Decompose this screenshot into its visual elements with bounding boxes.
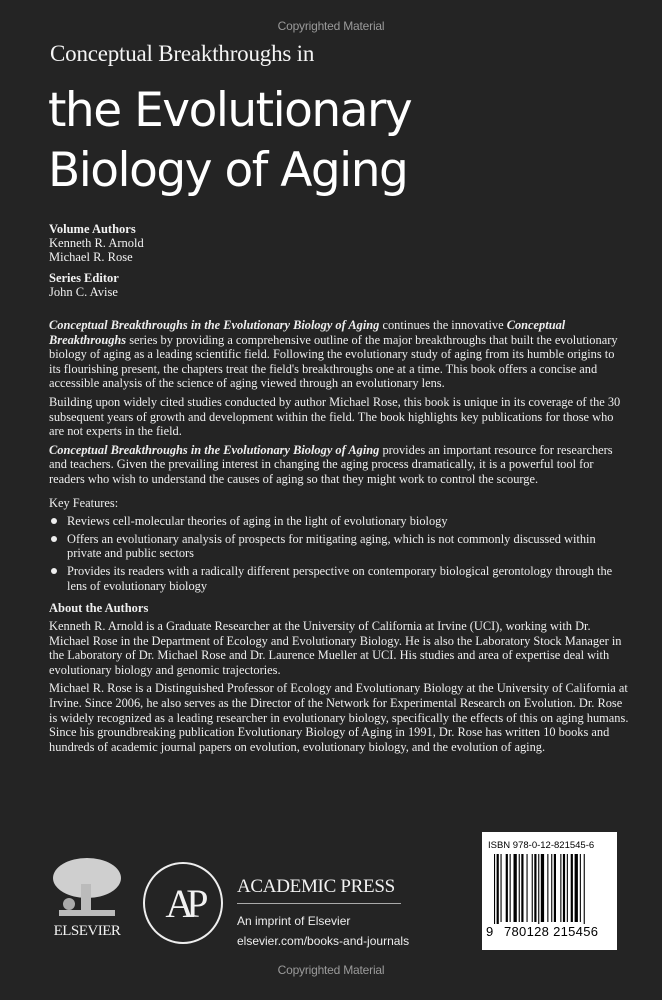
series-title: Conceptual Breakthroughs in	[50, 41, 315, 66]
bullet-icon	[51, 536, 57, 542]
feature-text: Offers an evolutionary analysis of prospects for mitigating aging, which is not commonly discussed within private and public sectors	[67, 531, 596, 561]
series-editor-label: Series Editor	[49, 271, 119, 285]
isbn-text: ISBN 978-0-12-821545-6	[488, 840, 595, 851]
barcode-bar	[494, 854, 495, 924]
barcode-bar	[567, 854, 568, 922]
barcode-bars	[494, 854, 614, 924]
feature-item	[49, 564, 629, 593]
barcode-bar	[514, 854, 517, 922]
barcode-bar	[519, 854, 520, 922]
about-authors-label: About the Authors	[49, 601, 149, 616]
feature-item	[49, 532, 629, 561]
elsevier-logo	[49, 856, 125, 940]
book-title-line1: the Evolutionary	[48, 83, 412, 138]
text: continues the innovative	[379, 318, 507, 332]
key-features-label: Key Features:	[49, 495, 119, 510]
description-paragraph-2: Building upon widely cited studies conducted by author Michael Rose, this book is unique in its coverage of the 30 subsequent years of growth and development within the field. The book highlights key publications for those who are not experts in the field.	[49, 394, 621, 439]
description-paragraph-1	[49, 318, 629, 391]
series-editor-name: John C. Avise	[49, 285, 118, 299]
barcode-bar	[575, 854, 578, 922]
bullet-icon	[51, 568, 57, 574]
isbn-barcode	[482, 832, 617, 950]
bullet-icon	[51, 518, 57, 524]
copyright-watermark-bottom: Copyrighted Material	[277, 963, 385, 977]
barcode-bar	[551, 854, 552, 922]
barcode-bar	[560, 854, 561, 922]
barcode-bar	[527, 854, 528, 922]
academic-press-monogram-logo: AP	[143, 862, 223, 944]
elsevier-wordmark: ELSEVIER	[53, 923, 121, 939]
author-name: Michael R. Rose	[49, 250, 133, 264]
volume-authors-label: Volume Authors	[49, 222, 136, 236]
barcode-first-digit: 9	[486, 924, 494, 939]
italic-title: Conceptual Breakthroughs in the Evolutionary Biology of Aging	[49, 318, 380, 332]
feature-item	[49, 514, 629, 529]
key-features-list	[49, 514, 629, 593]
description	[49, 318, 629, 758]
barcode-bar	[501, 854, 502, 922]
barcode-bar	[532, 854, 533, 922]
barcode-bar	[541, 854, 544, 922]
barcode-bar	[538, 854, 539, 924]
barcode-bar	[563, 854, 565, 922]
book-title-line2: Biology of Aging	[48, 143, 408, 198]
italic-series: Conceptual Breakthroughs	[49, 318, 566, 347]
text: provides an important resource for researchers and teachers. Given the prevailing interest in changing the aging process dramatically, it is a powerful tool for readers who wish to understand the causes of aging so that they might work to control the scourge.	[49, 442, 613, 486]
barcode-bar	[547, 854, 548, 922]
barcode-bar	[584, 854, 585, 924]
author-name: Kenneth R. Arnold	[49, 236, 144, 250]
barcode-bar	[554, 854, 556, 922]
copyright-watermark-top: Copyrighted Material	[277, 19, 385, 33]
barcode-bar	[506, 854, 508, 922]
divider	[237, 903, 401, 904]
credits	[49, 222, 144, 299]
italic-title: Conceptual Breakthroughs in the Evolutionary Biology of Aging	[49, 442, 380, 457]
text: series by providing a comprehensive outline of the major breakthroughs that built the evolutionary biology of aging as a leading scientific field. Following the evolutionary study of aging from its humble origins to its flourishing present, the chapters treat the field's breakthroughs one at a time. This book offers a concise and accessible analysis of the science of aging viewed through an evolutionary lens.	[49, 332, 618, 391]
barcode-bar	[571, 854, 573, 922]
barcode-bar	[510, 854, 511, 922]
publisher-url: elsevier.com/books-and-journals	[237, 934, 410, 948]
author-bio-rose: Michael R. Rose is a Distinguished Professor of Ecology and Evolutionary Biology at the University of California at Irvine. Since 2006, he also serves as the Director of the Network for Experimental Research on Evolution. Dr. Rose is widely recognized as a leading researcher in evolutionary biology, specifically the effects of this on aging humans. Since his groundbreaking publication Evolutionary Biology of Aging in 1991, Dr. Rose has written 10 books and hundreds of academic journal papers on evolution, evolutionary biology, and the evolution of aging.	[49, 681, 629, 754]
barcode-bar	[580, 854, 581, 922]
elsevier-tree-icon	[49, 856, 125, 918]
barcode-bar	[521, 854, 523, 922]
academic-press-name: ACADEMIC PRESS	[237, 876, 395, 897]
barcode-bar	[534, 854, 536, 922]
imprint-text: An imprint of Elsevier	[237, 914, 351, 928]
barcode-digits: 780128 215456	[504, 924, 599, 939]
author-bio-arnold: Kenneth R. Arnold is a Graduate Researcher at the University of California at Irvine (UCI), working with Dr. Michael Rose in the Department of Ecology and Evolutionary Biology. He is also the Laboratory Stock Manager in the Laboratory of Dr. Michael Rose and Dr. Laurence Mueller at UCI. His studies and area of expertise deal with evolutionary biology and genomic trajectories.	[49, 619, 622, 677]
barcode-bar	[497, 854, 499, 924]
description-paragraph-3	[49, 443, 629, 487]
feature-text: Provides its readers with a radically different perspective on contemporary biological gerontology through the lens of evolutionary biology	[67, 563, 613, 593]
feature-text: Reviews cell-molecular theories of aging in the light of evolutionary biology	[67, 514, 448, 529]
